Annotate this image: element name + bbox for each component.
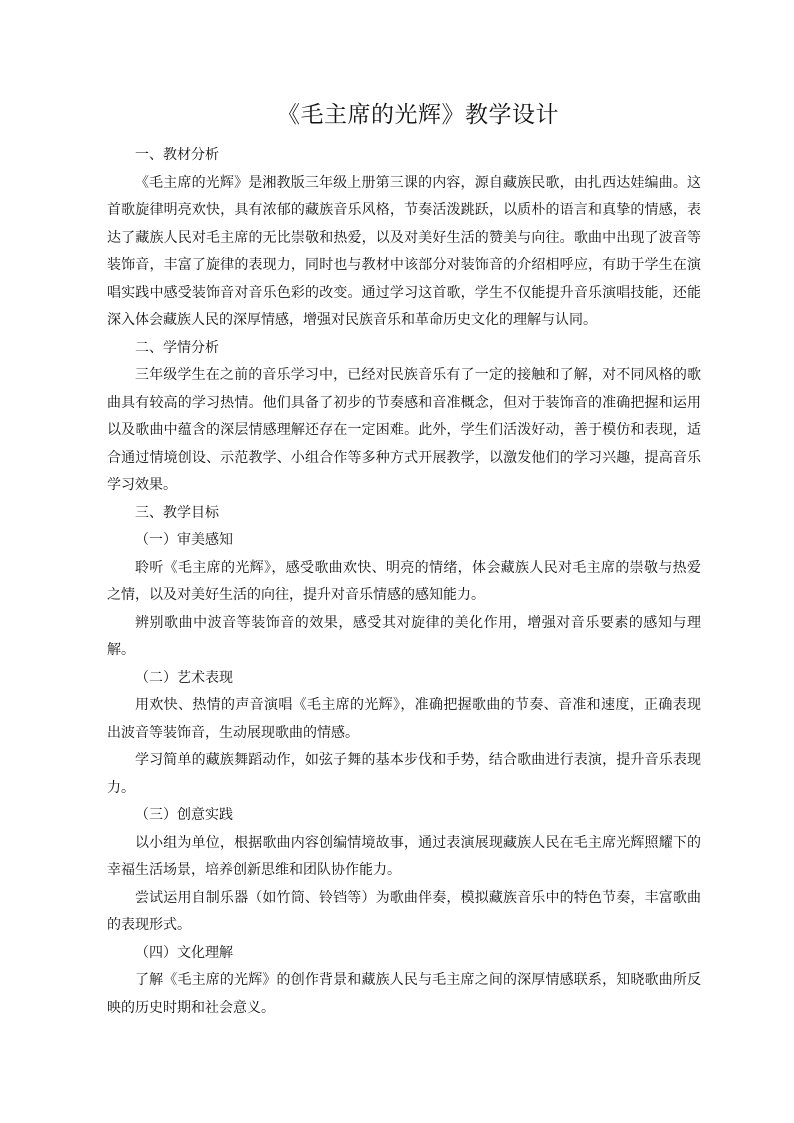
paragraph-creative-practice-1: 以小组为单位，根据歌曲内容创编情境故事，通过表演展现藏族人民在毛主席光辉照耀下的幸福生活场景，培养创新思维和团队协作能力。 bbox=[107, 834, 701, 878]
document-title: 《毛主席的光辉》教学设计 bbox=[277, 102, 559, 128]
section-heading-textbook-analysis: 一、教材分析 bbox=[135, 147, 219, 163]
section-heading-teaching-goals: 三、教学目标 bbox=[135, 504, 219, 521]
paragraph-aesthetic-perception-1: 聆听《毛主席的光辉》，感受歌曲欢快、明亮的情绪，体会藏族人民对毛主席的崇敬与热爱之情，以及对美好生活的向往，提升对音乐情感的感知能力。 bbox=[107, 559, 701, 603]
paragraph-student-analysis: 三年级学生在之前的音乐学习中，已经对民族音乐有了一定的接触和了解，对不同风格的歌曲具有较高的学习热情。他们具备了初步的节奏感和音准概念，但对于装饰音的准确把握和运用以及歌曲中蕴含的深层情感理解还存在一定困难。此外，学生们活泼好动，善于模仿和表现，适合通过情境创设、示范教学、小组合作等多种方式开展教学，以激发他们的学习兴趣，提高音乐学习效果。 bbox=[107, 367, 701, 493]
paragraph-cultural-understanding: 了解《毛主席的光辉》的创作背景和藏族人民与毛主席之间的深厚情感联系，知晓歌曲所反映的历史时期和社会意义。 bbox=[107, 972, 701, 1016]
subheading-cultural-understanding: （四）文化理解 bbox=[135, 944, 233, 961]
section-heading-student-analysis: 二、学情分析 bbox=[135, 339, 219, 356]
paragraph-artistic-expression-1: 用欢快、热情的声音演唱《毛主席的光辉》，准确把握歌曲的节奏、音准和速度，正确表现出波音等装饰音，生动展现歌曲的情感。 bbox=[107, 697, 701, 741]
paragraph-creative-practice-2: 尝试运用自制乐器（如竹筒、铃铛等）为歌曲伴奏，模拟藏族音乐中的特色节奏，丰富歌曲的表现形式。 bbox=[107, 889, 701, 933]
subheading-artistic-expression: （二）艺术表现 bbox=[135, 669, 233, 686]
paragraph-textbook-analysis: 《毛主席的光辉》是湘教版三年级上册第三课的内容，源自藏族民歌，由扎西达娃编曲。这首歌旋律明亮欢快，具有浓郁的藏族音乐风格，节奏活泼跳跃，以质朴的语言和真挚的情感，表达了藏族人民对毛主席的无比崇敬和热爱，以及对美好生活的赞美与向往。歌曲中出现了波音等装饰音，丰富了旋律的表现力，同时也与教材中该部分对装饰音的介绍相呼应，有助于学生在演唱实践中感受装饰音对音乐色彩的改变。通过学习这首歌，学生不仅能提升音乐演唱技能，还能深入体会藏族人民的深厚情感，增强对民族音乐和革命历史文化的理解与认同。 bbox=[107, 174, 701, 328]
subheading-aesthetic-perception: （一）审美感知 bbox=[135, 532, 233, 548]
subheading-creative-practice: （三）创意实践 bbox=[135, 807, 233, 823]
paragraph-artistic-expression-2: 学习简单的藏族舞蹈动作，如弦子舞的基本步伐和手势，结合歌曲进行表演，提升音乐表现力。 bbox=[107, 752, 701, 796]
document-body bbox=[107, 96, 701, 1022]
paragraph-aesthetic-perception-2: 辨别歌曲中波音等装饰音的效果，感受其对旋律的美化作用，增强对音乐要素的感知与理解。 bbox=[107, 614, 701, 658]
